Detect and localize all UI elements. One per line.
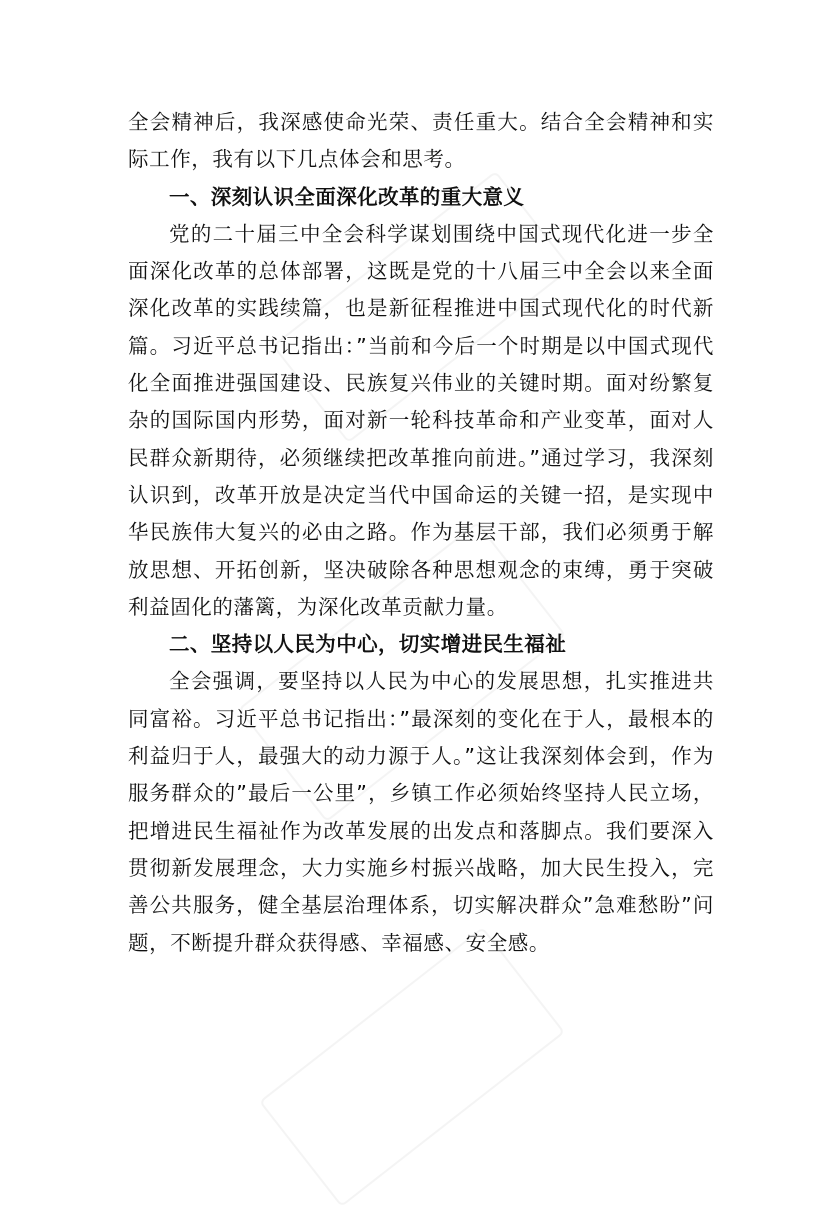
watermark [259,927,565,1207]
section-body-2: 全会强调，要坚持以人民为中心的发展思想，扎实推进共同富裕。习近平总书记指出：”最深刻的变化在于人，最根本的利益归于人，最强大的动力源于人。”这让我深刻体会到，作为服务群众的”最后一公里”，乡镇工作必须始终坚持人民立场，把增进民生福祉作为改革发展的出发点和落脚点。我们要深入贯彻新发展理念，大力实施乡村振兴战略，加大民生投入，完善公共服务，健全基层治理体系，切实解决群众”急难愁盼”问题，不断提升群众获得感、幸福感、安全感。 [128,669,714,955]
section-heading-2: 二、坚持以人民为中心，切实增进民生福祉 [169,632,567,657]
document-body [128,104,714,962]
intro-paragraph: 全会精神后，我深感使命光荣、责任重大。结合全会精神和实际工作，我有以下几点体会和思考。 [128,110,714,172]
section-body-1: 党的二十届三中全会科学谋划围绕中国式现代化进一步全面深化改革的总体部署，这既是党的十八届三中全会以来全面深化改革的实践续篇，也是新征程推进中国式现代化的时代新篇。习近平总书记指出：”当前和今后一个时期是以中国式现代化全面推进强国建设、民族复兴伟业的关键时期。面对纷繁复杂的国际国内形势，面对新一轮科技革命和产业变革，面对人民群众新期待，必须继续把改革推向前进。”通过学习，我深刻认识到，改革开放是决定当代中国命运的关键一招，是实现中华民族伟大复兴的必由之路。作为基层干部，我们必须勇于解放思想、开拓创新，坚决破除各种思想观念的束缚，勇于突破利益固化的藩篱，为深化改革贡献力量。 [128,221,714,619]
section-heading-1: 一、深刻认识全面深化改革的重大意义 [169,184,525,209]
